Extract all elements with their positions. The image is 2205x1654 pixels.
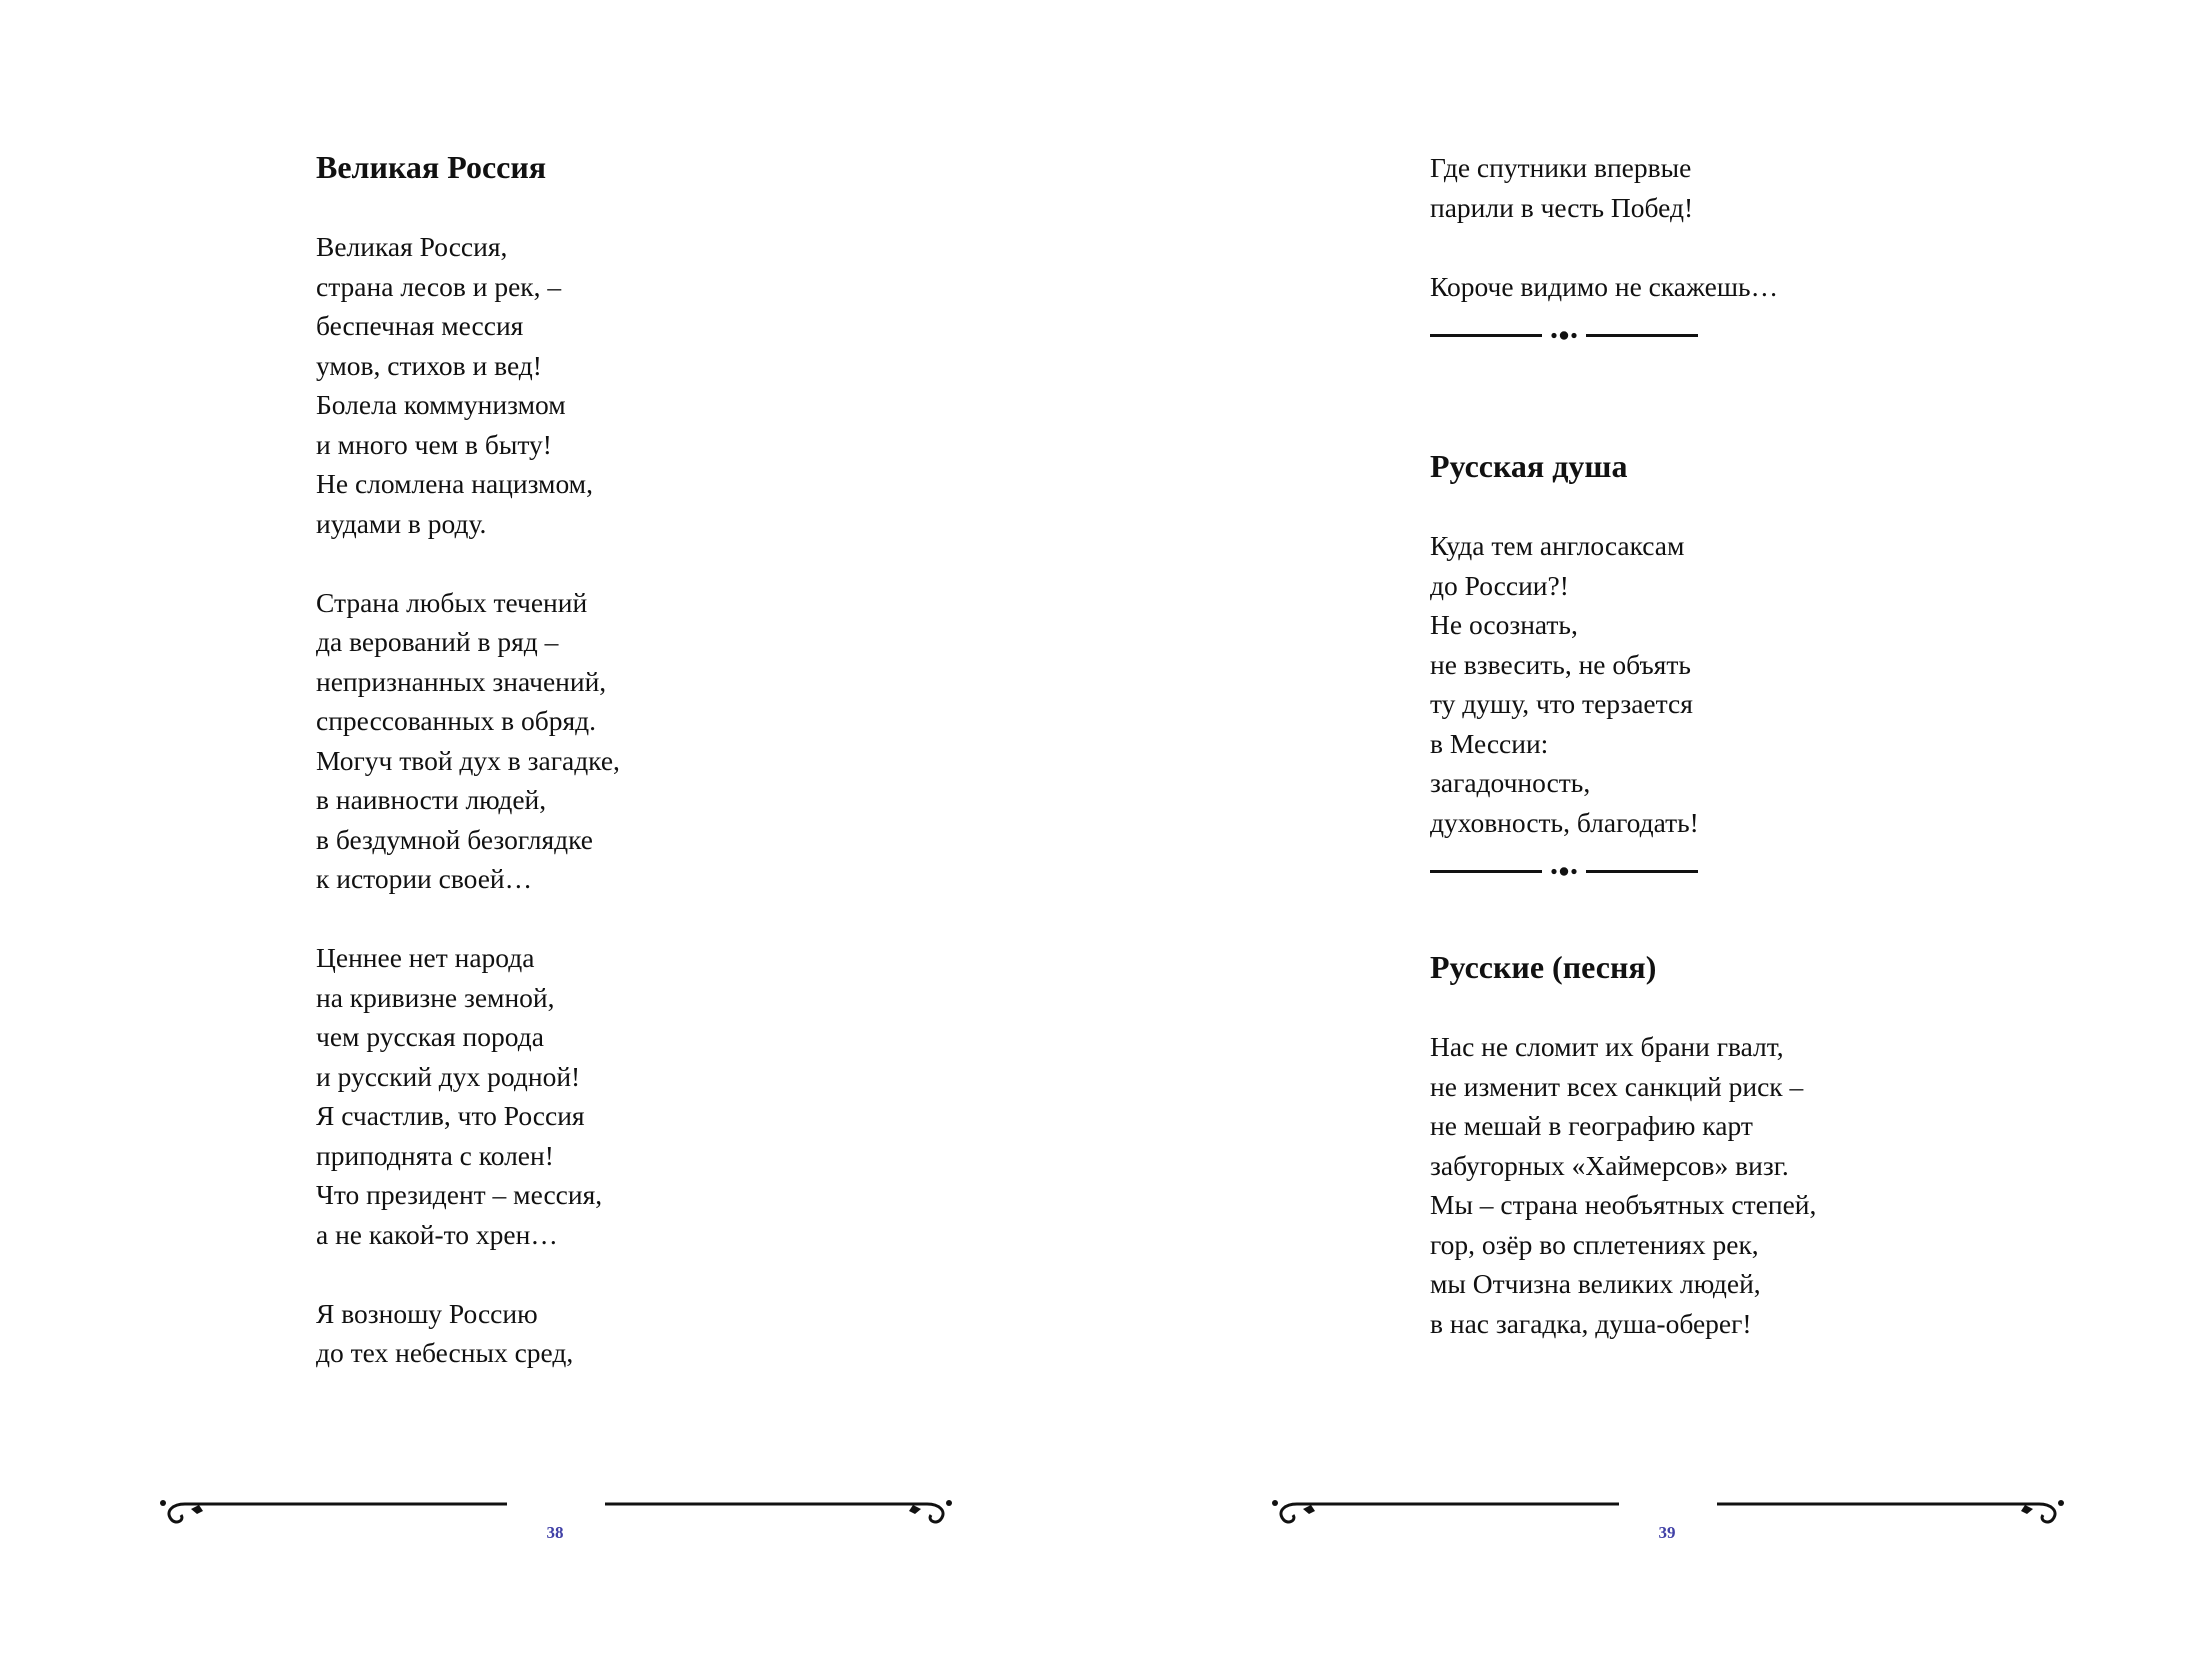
- verse-line: умов, стихов и вед!: [316, 349, 542, 381]
- page-number: 39: [1658, 1523, 1676, 1542]
- verse-line: Могуч твой дух в загадке,: [316, 744, 620, 776]
- verse-line: Короче видимо не скажешь…: [1430, 270, 1779, 302]
- right-page-text-column: [1430, 148, 2150, 1383]
- verse-line: Где спутники впервые: [1430, 152, 1692, 183]
- verse-line: беспечная мессия: [316, 310, 524, 341]
- verse-line: страна лесов и рек, –: [316, 270, 562, 302]
- verse-line: на кривизне земной,: [316, 981, 555, 1013]
- verse-line: до тех небесных сред,: [316, 1337, 574, 1368]
- verse-line: приподнята с колен!: [316, 1139, 554, 1171]
- verse-line: в нас загадка, душа-оберег!: [1430, 1307, 1752, 1339]
- left-page-text-column: [316, 148, 1036, 1412]
- spacer: [1430, 342, 2150, 447]
- verse-line: спрессованных в обряд.: [316, 705, 596, 736]
- verse-line: не изменит всех санкций риск –: [1430, 1070, 1804, 1102]
- verse-line: к истории своей…: [316, 863, 533, 894]
- page-number: 38: [546, 1523, 564, 1542]
- verse-line: а не какой-то хрен…: [316, 1218, 558, 1250]
- verse-line: чем русская порода: [316, 1021, 544, 1052]
- verse-line: Я счастлив, что Россия: [316, 1100, 585, 1131]
- stanza: [316, 1294, 1036, 1373]
- stanza: [316, 583, 1036, 899]
- stanza: [316, 227, 1036, 543]
- verse-line: Не осознать,: [1430, 609, 1578, 640]
- verse-line: Страна любых течений: [316, 586, 588, 618]
- verse-line: Что президент – мессия,: [316, 1179, 603, 1210]
- stanza: [1430, 526, 2150, 842]
- verse-line: иудами в роду.: [316, 507, 487, 539]
- verse-line: непризнанных значений,: [316, 665, 607, 697]
- verse-line: и русский дух родной!: [316, 1060, 581, 1092]
- stanza: [1430, 148, 2150, 227]
- page-footer: [155, 1495, 955, 1545]
- verse-line: в наивности людей,: [316, 784, 547, 815]
- spacer: [1430, 878, 2150, 948]
- stanza: [1430, 1027, 2150, 1343]
- verse-line: и много чем в быту!: [316, 428, 552, 460]
- section-divider-icon: [1430, 328, 1698, 342]
- verse-line: Ценнее нет народа: [316, 942, 535, 973]
- verse-line: гор, озёр во сплетениях рек,: [1430, 1228, 1759, 1260]
- poem-title: Русские (песня): [1430, 949, 1657, 985]
- verse-line: Болела коммунизмом: [316, 389, 566, 420]
- poem-title: Великая Россия: [316, 149, 547, 185]
- section-divider-icon: [1430, 864, 1698, 878]
- page-footer: [1267, 1495, 2067, 1545]
- verse-line: загадочность,: [1430, 767, 1591, 798]
- verse-line: парили в честь Побед!: [1430, 191, 1694, 223]
- verse-line: Великая Россия,: [316, 231, 508, 262]
- verse-line: мы Отчизна великих людей,: [1430, 1268, 1761, 1299]
- verse-line: Не сломлена нацизмом,: [316, 468, 593, 499]
- verse-line: Куда тем англосаксам: [1430, 530, 1685, 561]
- verse-line: забугорных «Хаймерсов» визг.: [1430, 1149, 1789, 1181]
- poem-title: Русская душа: [1430, 448, 1628, 484]
- verse-line: Мы – страна необъятных степей,: [1430, 1189, 1817, 1220]
- left-page: [0, 0, 1102, 1654]
- right-page: [1103, 0, 2205, 1654]
- verse-line: духовность, благодать!: [1430, 806, 1699, 838]
- verse-line: да верований в ряд –: [316, 626, 559, 657]
- verse-line: до России?!: [1430, 569, 1569, 601]
- verse-line: Я возношу Россию: [316, 1297, 538, 1329]
- verse-line: Нас не сломит их брани гвалт,: [1430, 1031, 1784, 1062]
- stanza: [316, 938, 1036, 1254]
- verse-line: в бездумной безоглядке: [316, 823, 593, 855]
- verse-line: не мешай в географию карт: [1430, 1110, 1753, 1141]
- stanza: [1430, 267, 2150, 307]
- verse-line: не взвесить, не объять: [1430, 648, 1691, 680]
- verse-line: в Мессии:: [1430, 727, 1549, 759]
- verse-line: ту душу, что терзается: [1430, 688, 1693, 719]
